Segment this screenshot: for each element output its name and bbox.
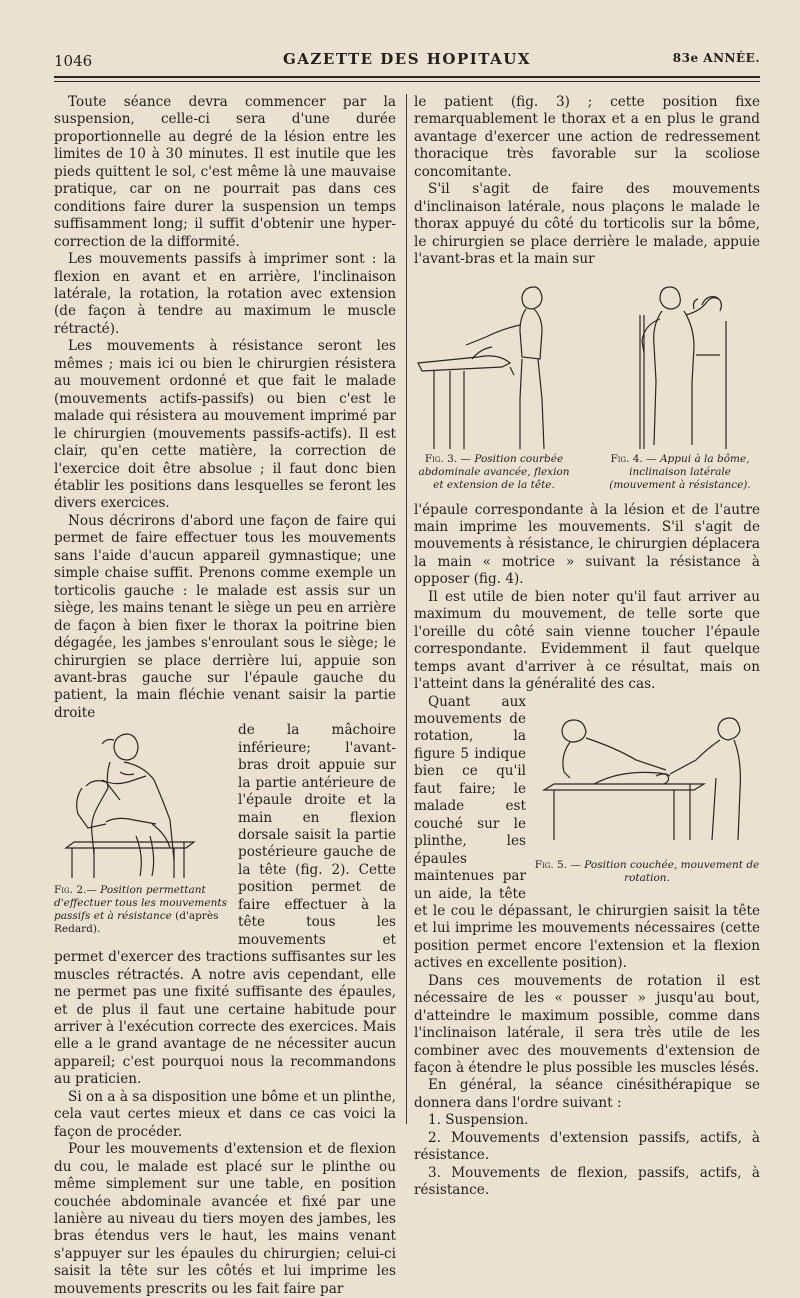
caption-text: — Position courbée abdominale avancée, flexion et extension de la tête. — [418, 452, 570, 491]
figure-number: Fig. 2. — [54, 884, 87, 897]
paragraph: le patient (fig. 3) ; cette position fixe remarquablement le thorax et a en plus le grand avantage d'exercer une action de redressement thoracique très favorable sur la scoliose concomitante. — [414, 94, 760, 180]
header-rule-thin — [54, 81, 760, 82]
caption-text: — Position permettant d'effectuer tous les mouvements passifs et à résistance — [54, 884, 227, 923]
figure-5 — [534, 698, 760, 885]
figure-2-illustration — [54, 724, 228, 884]
figure-5-caption — [534, 859, 760, 885]
journal-title: GAZETTE DES HOPITAUX — [282, 50, 531, 68]
page-number: 1046 — [54, 52, 93, 70]
caption-text: — Position couchée, mouvement de rotation. — [570, 858, 760, 884]
column-divider — [406, 94, 407, 1124]
figure-3-caption — [414, 453, 574, 492]
paragraph: Nous décrirons d'abord une façon de faire qui permet de faire effectuer tous les mouvements sans l'aide d'aucun appareil gymnastique; une simple chaise suffit. Prenons comme exemple un torticolis gauche : le malade est assis sur un siège, les mains tenant le siège un peu en arrière de façon à bien fixer le thorax la poitrine bien dégagée, les jambes s'enroulant sous le siège; le chirurgien se place derrière lui, appuie son avant-bras gauche sur l'épaule gauche du patient, la main fléchie venant saisir la partie droite — [54, 512, 396, 721]
figure-4-illustration — [600, 275, 760, 453]
list-item: 2. Mouvements d'extension passifs, actifs, à résistance. — [414, 1129, 760, 1164]
list-item: 3. Mouvements de flexion, passifs, actifs, à résistance. — [414, 1164, 760, 1199]
caption-text: — Appui à la bôme, inclinaison latérale (mouvement à résistance). — [609, 452, 751, 491]
paragraph: Il est utile de bien noter qu'il faut arriver au maximum du mouvement, de telle sorte que l'oreille du côté sain vienne toucher l'épaule correspondante. Evidemment il faut quelque temps avant d'arriver à ce résultat, mais on l'atteint dans la généralité des cas. — [414, 588, 760, 693]
paragraph: Si on a à sa disposition une bôme et un plinthe, cela vaut certes mieux et dans ce cas voici la façon de procéder. — [54, 1088, 396, 1140]
right-column — [414, 94, 760, 1200]
figure-2 — [54, 724, 228, 936]
left-column — [54, 94, 396, 1298]
header-rule — [54, 76, 760, 78]
figure-number: Fig. 4. — [610, 452, 643, 465]
year-label: 83e ANNÉE. — [672, 51, 760, 65]
paragraph: Toute séance devra commencer par la suspension, celle-ci sera d'une durée proportionnelle au degré de la lésion entre les limites de 10 à 30 minutes. Il est inutile que les pieds quittent le sol, c'est même là une mauvaise pratique, car on ne pourrait pas dans ces conditions faire durer la suspension un temps suffisamment long; il suffit d'obtenir une hyper-correction de la difformité. — [54, 94, 396, 250]
figure-5-illustration — [534, 698, 760, 854]
caption-source: (d'après Redard). — [54, 910, 219, 936]
figure-2-caption — [54, 884, 228, 936]
paragraph: l'épaule correspondante à la lésion et de l'autre main imprime les mouvements. S'il s'agit de mouvements à résistance, le chirurgien déplacera la main « motrice » suivant la résistance à opposer (fig. 4). — [414, 501, 760, 588]
figure-row — [414, 275, 760, 492]
paragraph: Les mouvements passifs à imprimer sont : la flexion en avant et en arrière, l'inclinaison latérale, la rotation, la rotation avec extension (de façon à tendre au maximum le muscle rétracté). — [54, 251, 396, 337]
figure-number: Fig. 3. — [424, 452, 458, 465]
list-item: 1. Suspension. — [428, 1112, 529, 1129]
figure-number: Fig. 5. — [534, 858, 568, 871]
paragraph: Dans ces mouvements de rotation il est nécessaire de les « pousser » jusqu'au bout, d'atteindre le maximum possible, comme dans l'inclinaison latérale, il sera très utile de les combiner avec des mouvements d'extension de façon à étendre le plus possible les muscles lésés. — [414, 972, 760, 1077]
figure-4-caption — [600, 453, 760, 492]
figure-4 — [600, 275, 760, 492]
paragraph: de la mâchoire inférieure; l'avant-bras droit appuie sur la partie antérieure de l'épaule droite et la main en flexion dorsale saisit la partie postérieure gauche de la tête (fig. 2). Cette position permet de faire effectuer à la tête tous les mouvements et permet d'exercer des tractions suffisantes sur les muscles rétractés. A notre avis cependant, elle ne permet pas une fixité suffisante des épaules, et de plus il faut une certaine habitude pour arriver à l'exécution correcte des exercices. Mais elle a le grand avantage de ne nécessiter aucun appareil; c'est pourquoi nous la recommandons au praticien. — [54, 722, 396, 1088]
figure-3 — [414, 275, 574, 492]
session-order-list — [414, 1112, 760, 1199]
page-header — [54, 46, 760, 72]
paragraph: Quant aux mouvements de rotation, la figure 5 indique bien ce qu'il faut faire; le malade est couché sur le plinthe, les épaules maintenues par un aide, la tête et le cou le dépassant, le chirurgien saisit la tête et lui imprime les mouvements nécessaires (cette position permet encore l'extension et la flexion actives en excellente position). — [414, 693, 760, 972]
paragraph: S'il s'agit de faire des mouvements d'inclinaison latérale, nous plaçons le malade le thorax appuyé du côté du torticolis sur la bôme, le chirurgien se place derrière le malade, appuie l'avant-bras et la main sur — [414, 181, 760, 268]
paragraph: Les mouvements à résistance seront les mêmes ; mais ici ou bien le chirurgien résistera au mouvement ordonné et que fait le malade (mouvements actifs-passifs) ou bien c'est le malade qui résistera au mouvement imprimé par le chirurgien (mouvements passifs-actifs). Il est clair, qu'en cette matière, la correction de l'exercice doit être absolue ; il faut donc bien établir les positions dans lesquelles se feront les divers exercices. — [54, 338, 396, 512]
paragraph: En général, la séance cinésithérapique se donnera dans l'ordre suivant : — [414, 1077, 760, 1111]
figure-3-illustration — [414, 275, 574, 453]
paragraph: Pour les mouvements d'extension et de flexion du cou, le malade est placé sur le plinthe ou même simplement sur une table, en position couchée abdominale avancée et fixé par une lanière au niveau du tiers moyen des jambes, les bras étendus vers le haut, les mains venant s'appuyer sur les épaules du chirurgien; celui-ci saisit la tête sur les côtés et lui imprime les mouvements prescrits ou les fait faire par — [54, 1141, 396, 1297]
